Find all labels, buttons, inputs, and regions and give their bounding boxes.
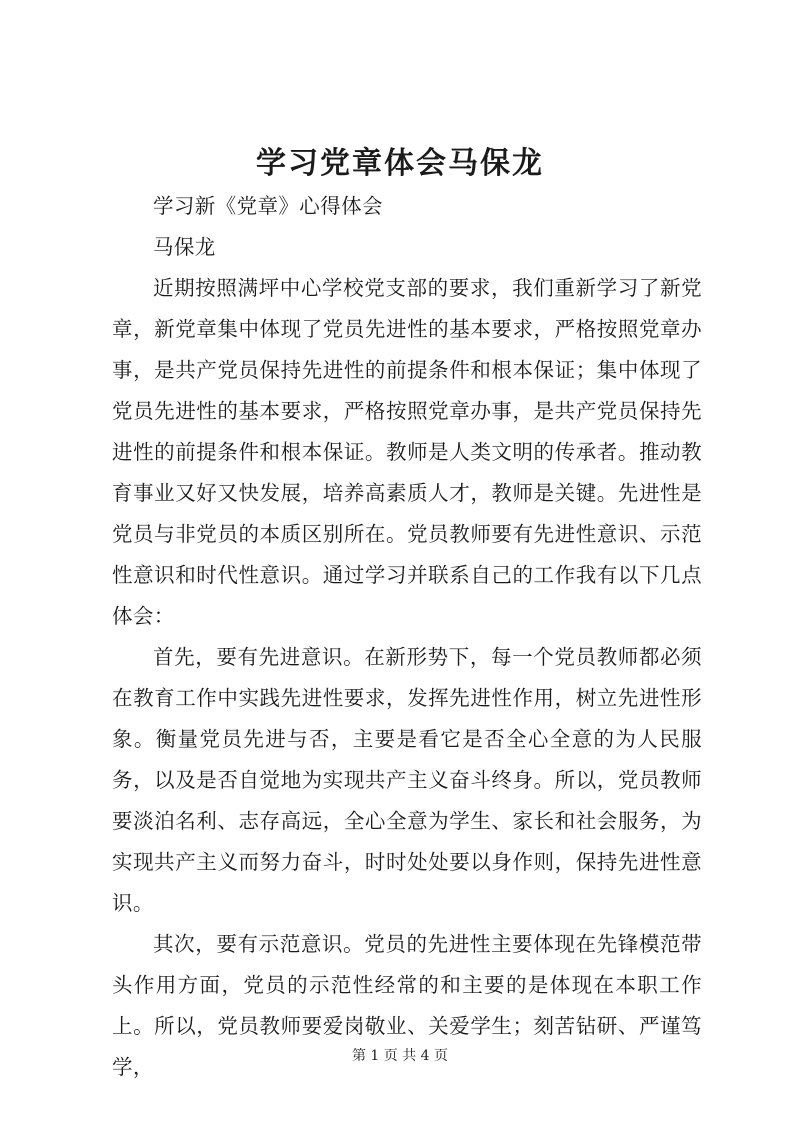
- paragraph-1: 近期按照满坪中心学校党支部的要求，我们重新学习了新党章，新党章集中体现了党员先进性的基本要求，严格按照党章办事，是共产党员保持先进性的前提条件和根本保证；集中体现了党员先进性的基本要求，严格按照党章办事，是共产党员保持先进性的前提条件和根本保证。教师是人类文明的传承者。推动教育事业又好又快发展，培养高素质人才，教师是关键。先进性是党员与非党员的本质区别所在。党员教师要有先进性意识、示范性意识和时代性意识。通过学习并联系自己的工作我有以下几点体会：: [112, 276, 702, 628]
- paragraph-3: 其次，要有示范意识。党员的先进性主要体现在先锋模范带头作用方面，党员的示范性经常的和主要的是体现在本职工作上。所以，党员教师要爱岗敬业、关爱学生；刻苦钻研、严谨笃学，: [112, 932, 702, 1079]
- page-number-footer: 第 1 页 共 4 页: [351, 1048, 449, 1064]
- page-title: 学习党章体会马保龙: [256, 146, 544, 181]
- document-body: [112, 186, 702, 1088]
- subtitle-line: 学习新《党章》心得体会: [153, 194, 383, 218]
- author-line: 马保龙: [153, 235, 216, 259]
- paragraph-2: 首先，要有先进意识。在新形势下，每一个党员教师都必须在教育工作中实践先进性要求，发挥先进性作用，树立先进性形象。衡量党员先进与否，主要是看它是否全心全意的为人民服务，以及是否自觉地为实现共产主义奋斗终身。所以，党员教师要淡泊名利、志存高远，全心全意为学生、家长和社会服务，为实现共产主义而努力奋斗，时时处处要以身作则，保持先进性意识。: [112, 645, 702, 915]
